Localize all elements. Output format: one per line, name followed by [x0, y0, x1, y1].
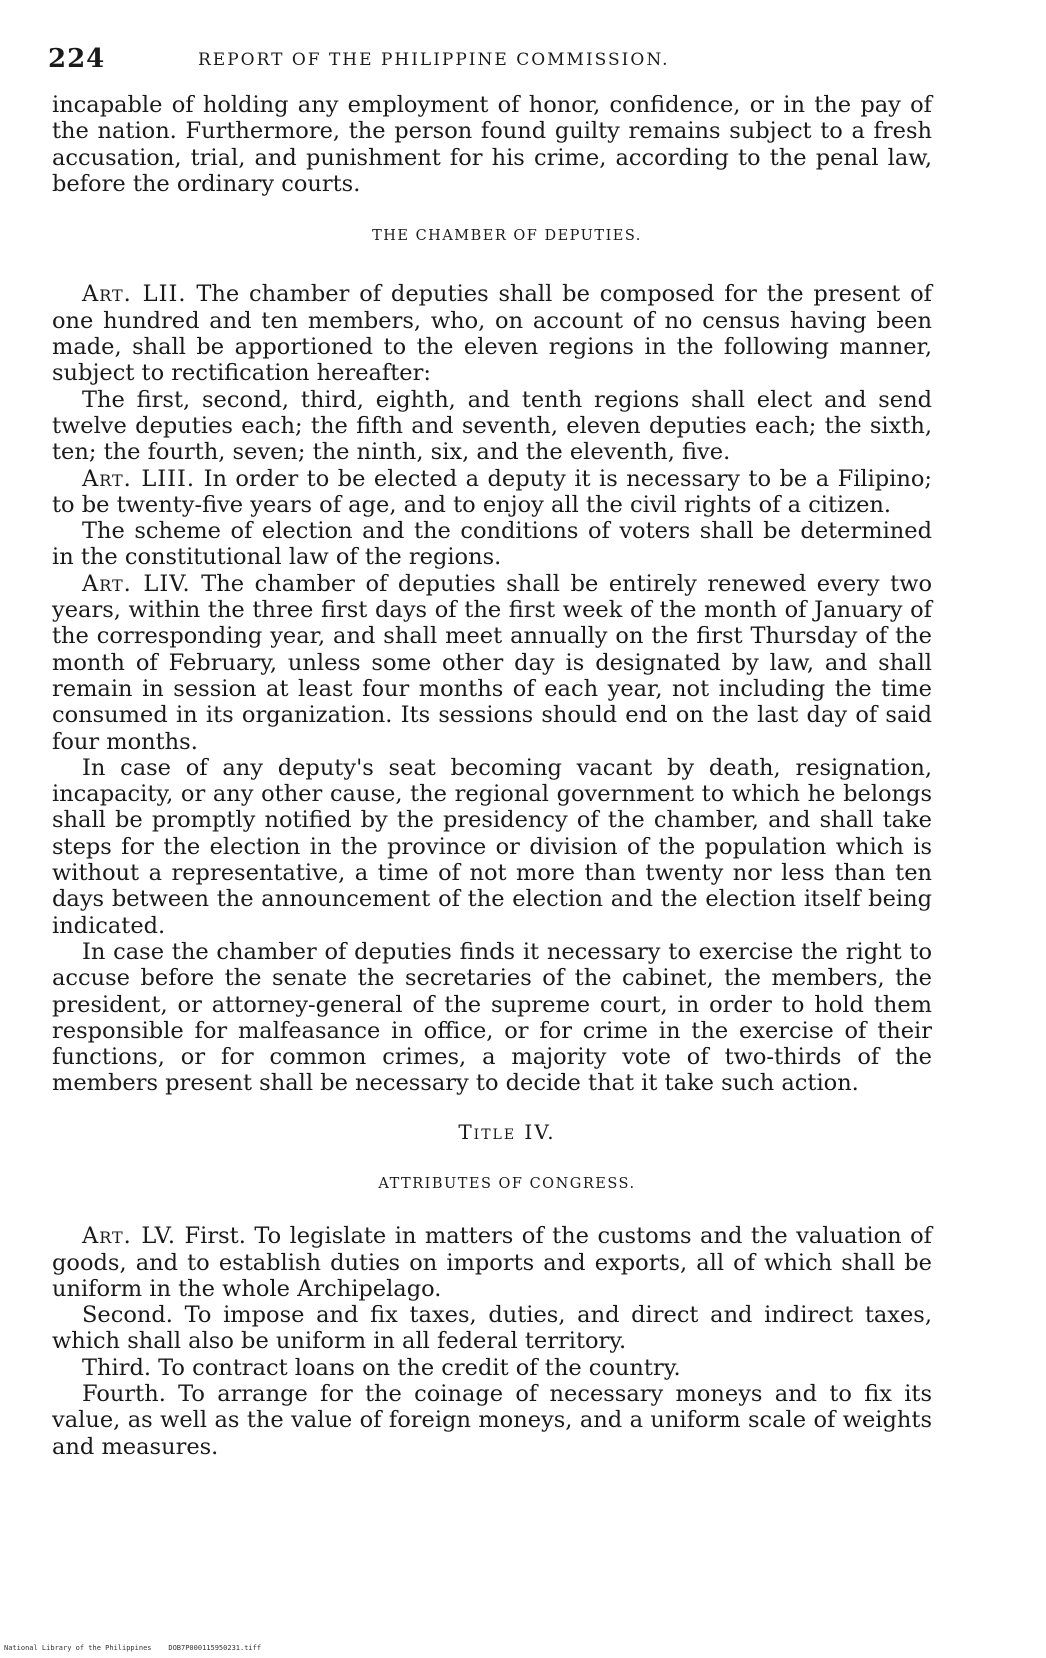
page-number: 224: [48, 44, 106, 74]
running-head: [48, 44, 968, 74]
scan-footer: National Library of the Philippines DOB7P000115950231.tiff: [4, 1644, 262, 1652]
article-52: [52, 281, 932, 386]
article-55-label: Art. LV.: [82, 1223, 177, 1250]
article-52-label: Art. LII.: [82, 281, 187, 308]
article-52-text: The chamber of deputies shall be composed for the present of one hundred and ten members, who, on account of no census having been made, shall be apportioned to the eleven regions in the following manner, subject to rectification hereafter:: [52, 281, 932, 387]
article-54-label: Art. LIV.: [82, 570, 191, 597]
article-53-label: Art. LIII.: [82, 465, 196, 492]
section-heading-attributes: ATTRIBUTES OF CONGRESS.: [378, 1175, 636, 1192]
section-heading-chamber: THE CHAMBER OF DEPUTIES.: [372, 228, 642, 245]
body-text: [52, 92, 932, 1460]
article-53-text: In order to be elected a deputy it is necessary to be a Filipino; to be twenty-five years of age, and to enjoy all the civil rights of a citizen.: [52, 465, 932, 518]
running-head-title: REPORT OF THE PHILIPPINE COMMISSION.: [198, 50, 670, 70]
title-heading: Title IV.: [458, 1119, 556, 1144]
article-53-election-scheme: The scheme of election and the conditions of voters shall be determined in the constitutional law of the regions.: [52, 518, 932, 571]
article-53: [52, 466, 932, 519]
article-54-vacancy: In case of any deputy's seat becoming vacant by death, resignation, incapacity, or any other cause, the regional government to which he belongs shall be promptly notified by the presidency of the chamber, and shall take steps for the election in the province or division of the population which is without a representative, a time of not more than twenty nor less than ten days between the announcement of the election and the election itself being indicated.: [52, 754, 932, 939]
article-55: [52, 1223, 932, 1302]
article-54: [52, 571, 932, 755]
article-54-text: The chamber of deputies shall be entirely renewed every two years, within the three first days of the first week of the month of January of the corresponding year, and shall meet annually on the first Thursday of the month of February, unless some other day is designated by law, and shall remain in session at least four months of each year, not including the time consumed in its organization. Its sessions should end on the last day of said four months.: [52, 570, 932, 755]
article-55-second: Second. To impose and fix taxes, duties, and direct and indirect taxes, which shall also be uniform in all federal territory.: [52, 1302, 932, 1355]
article-55-text: First. To legislate in matters of the customs and the valuation of goods, and to establish duties on imports and exports, all of which shall be uniform in the whole Archipelago.: [52, 1223, 932, 1302]
article-55-fourth: Fourth. To arrange for the coinage of necessary moneys and to fix its value, as well as the value of foreign moneys, and a uniform scale of weights and measures.: [52, 1381, 932, 1460]
article-55-third: Third. To contract loans on the credit of the country.: [82, 1354, 681, 1381]
article-52-apportionment: The first, second, third, eighth, and tenth regions shall elect and send twelve deputies each; the fifth and seventh, eleven deputies each; the sixth, ten; the fourth, seven; the ninth, six, and the eleventh, five.: [52, 386, 932, 466]
paragraph-intro: incapable of holding any employment of honor, confidence, or in the pay of the nation. Furthermore, the person found guilty remains subject to a fresh accusation, trial, and punishment for his crime, according to the penal law, before the ordinary courts.: [52, 92, 932, 197]
article-54-accusation: In case the chamber of deputies finds it necessary to exercise the right to accuse before the senate the secretaries of the cabinet, the members, the president, or attorney-general of the supreme court, in order to hold them responsible for malfeasance in office, or for crime in the exercise of their functions, or for common crimes, a majority vote of two-thirds of the members present shall be necessary to decide that it take such action.: [52, 938, 932, 1097]
